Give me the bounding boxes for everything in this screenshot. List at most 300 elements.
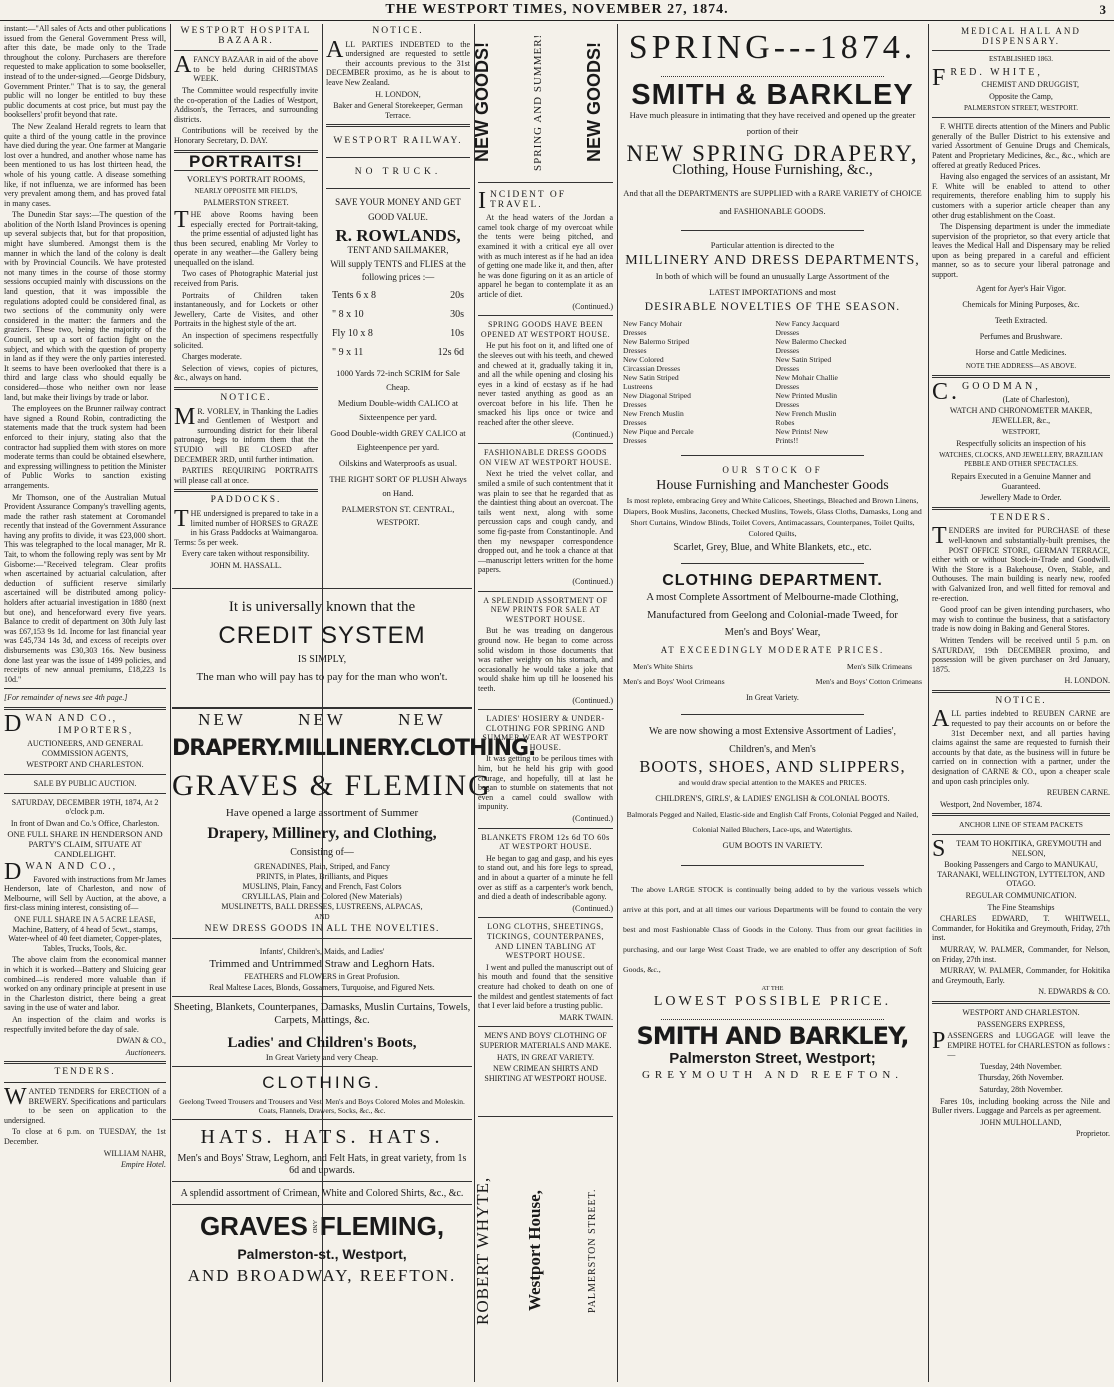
- page-number: 3: [1099, 2, 1106, 17]
- divider: [681, 563, 864, 564]
- dept-row: [172, 736, 536, 761]
- vorley-text: Portraits of Children taken instantaneously, and for Lockets or other Jewellery, Carte de Visites, and other Portraits in the highest style of the art.: [174, 290, 318, 329]
- dress-item: New Printed Muslin Dresses: [775, 390, 838, 409]
- credit-line: The man who will pay has to pay for the man who won't.: [196, 671, 448, 683]
- palmerston-line: Palmerston Street, Westport;: [669, 1049, 876, 1067]
- graves-line: Consisting of—: [290, 847, 354, 858]
- graves-line: Real Maltese Laces, Blonds, Gossamers, Turquoise, and Figured Nets.: [209, 983, 435, 992]
- latest-text: LATEST IMPORTATIONS and most: [709, 286, 836, 297]
- established: ESTABLISHED 1863.: [989, 55, 1053, 64]
- sale-heading: SALE BY PUBLIC AUCTION.: [33, 778, 137, 788]
- shirts-row: [621, 662, 924, 672]
- share-text: The above claim from the economical manner in which it is worked—Battery and Sluicing gear combined—is rendered more valuable than if worked on any ordinary principle at present in use in the Charleston district, there being a great saving in the use of water and labor.: [4, 955, 166, 1013]
- divider: [172, 996, 472, 997]
- divider: [326, 124, 470, 127]
- notice-text: ALL parties indebted to REUBEN CARNE are requested to pay their accounts on or before the 31st December next, and all parties having claims against the same are requested to furnish their accounts by that date, as the business will in future be carried on in connection with a partner, under the designation of CARNE & CO., upon a cheaper scale and upon cash principles only.: [932, 706, 1110, 786]
- signature: REUBEN CARNE.: [1046, 788, 1110, 798]
- masthead: [0, 0, 1114, 21]
- graves-hats: HATS. HATS. HATS.: [200, 1126, 444, 1148]
- vorley-text: An inspection of specimens respectfully solicited.: [174, 331, 318, 350]
- hospital-text: The Committee would respectfully invite the co-operation of the Ladies of Westport, Addison's, the Terraces, and surrounding districts.: [174, 85, 318, 124]
- variety-line: In Great Variety.: [746, 692, 799, 702]
- shirts-item: Men's and Boys' Wool Crimeans: [623, 677, 725, 687]
- rowlands-name: R. ROWLANDS,: [335, 225, 461, 245]
- price-row: [326, 324, 470, 343]
- tenders-text: Written Tenders will be received until 5 p.m. on SATURDAY, 19th DECEMBER proximo, and possession will be given purchaser on 3rd January, 1875.: [932, 635, 1110, 674]
- service-line: Horse and Cattle Medicines.: [975, 347, 1067, 357]
- note-address: NOTE THE ADDRESS—AS ABOVE.: [965, 361, 1077, 370]
- inspect-text: An inspection of the claim and works is respectfully invited before the day of sale.: [4, 1015, 166, 1034]
- banner-new-goods: NEW GOODS!: [472, 42, 492, 162]
- graves-line: Have opened a large assortment of Summer: [225, 807, 419, 819]
- divider: [478, 709, 613, 710]
- divider: [932, 50, 1110, 51]
- signature-title: Proprietor.: [1076, 1129, 1110, 1139]
- large-stock-text: The above LARGE STOCK is continually being added to by the various vessels which arrive at this port, and at all times our various Departments will be found to contain the very best and most Fashionable Class of Goods in the Colony. Thus from our great facilities in purchasing, and our large West Coast Trade, we are enabled to offer any description of Soft Goods, &c.,: [623, 884, 922, 974]
- at-the: AT THE: [761, 984, 784, 992]
- price-value: 12s 6d: [437, 346, 464, 358]
- column-rule: [617, 24, 618, 1382]
- graves-line: Infants', Children's, Maids, and Ladies': [259, 947, 385, 956]
- service-line: Chemicals for Mining Purposes, &c.: [962, 299, 1080, 309]
- vorley-text: THE above Rooms having been especially erected for Portrait-taking, the prime essential of adjusted light has thus been secured, enabling Mr Vorley to operate in any weather—the Gallery being unequalled on the island.: [174, 206, 318, 267]
- graves-sheeting: Sheeting, Blankets, Counterpanes, Damasks, Muslin Curtains, Towels, Carpets, Mattings, &c.: [173, 1002, 471, 1026]
- westport-text: WESTPORT.: [376, 517, 420, 527]
- carne-date: Westport, 2nd November, 1874.: [940, 799, 1043, 809]
- dress-item: New Fancy Jacquard Dresses: [775, 318, 840, 337]
- clothing-line: Clothing, House Furnishing, &c.,: [672, 162, 873, 179]
- goodman-jewel: Jewellery Made to Order.: [980, 493, 1062, 503]
- dress-item: New Fancy Mohair Dresses: [623, 318, 683, 337]
- no-truck: NO TRUCK.: [354, 166, 442, 177]
- westport-house-heading: FASHIONABLE DRESS GOODS ON VIEW AT WESTPORT HOUSE.: [479, 448, 612, 467]
- day-line: Saturday, 28th November.: [979, 1085, 1063, 1095]
- white-text: Having also engaged the services of an assistant, Mr F. White will be enabled to attend to other requirements, therefore enabling him to supply his customers with a superior article cheaper than any other drug establishment on the Coast.: [932, 172, 1110, 220]
- notice-text: ALL PARTIES INDEBTED to the undersigned are requested to settle their accounts previous to the 31st DECEMBER proximo, as he is about to leave New Zealand.: [326, 36, 470, 87]
- save-money: SAVE YOUR MONEY AND GET GOOD VALUE.: [335, 196, 461, 222]
- graves-title: GRAVES & FLEMING: [172, 769, 492, 802]
- hospital-text: AFANCY BAZAAR in aid of the above to be held during CHRISTMAS WEEK.: [174, 52, 318, 84]
- graves-footer-and: AND: [310, 1220, 317, 1233]
- hospital-heading: WESTPORT HOSPITAL BAZAAR.: [180, 26, 312, 46]
- signature: WILLIAM NAHR,: [103, 1148, 166, 1158]
- opposite: Opposite the Camp,: [989, 91, 1053, 101]
- dress-item: New Diagonal Striped Dresses: [623, 390, 691, 409]
- credit-system-ad: [172, 588, 472, 709]
- divider: [681, 230, 864, 231]
- column-smith-barkley: [621, 24, 924, 1382]
- vorley-street: PALMERSTON STREET.: [203, 198, 289, 208]
- firm-name: SMITH & BARKLEY: [631, 79, 914, 111]
- clothing-dept: CLOTHING DEPARTMENT.: [662, 571, 883, 589]
- goodman-watches: WATCHES, CLOCKS, AND JEWELLERY, BRAZILIAN PEBBLE AND OTHER SPECTACLES.: [939, 450, 1103, 469]
- story-text: I went and pulled the manuscript out of his mouth and found that the sensitive creature had choked to death on one of the mildest and gentlest statements of fact that I ever laid before a trusting public.: [478, 962, 613, 1011]
- tenders-heading: TENDERS.: [990, 512, 1052, 523]
- column-ads-7: [932, 24, 1110, 1382]
- calico-text: Medium Double-width CALICO at Sixteenpence per yard.: [337, 397, 459, 422]
- sale-date: SATURDAY, DECEMBER 19TH, 1874, At 2 o'clock p.m.: [11, 797, 159, 817]
- divider: [174, 489, 318, 492]
- masthead-title: THE WESTPORT TIMES, NOVEMBER 27, 1874.: [385, 2, 729, 17]
- westport-house-heading: LADIES' HOSIERY & UNDER-CLOTHING FOR SPRING AND SUMMER WEAR AT WESTPORT HOUSE.: [482, 714, 609, 752]
- service-line: Teeth Extracted.: [994, 315, 1048, 325]
- divider: [4, 707, 166, 710]
- divider: [174, 387, 318, 390]
- price-label: Fly 10 x 8: [332, 327, 373, 339]
- new-label: NEW: [198, 710, 246, 729]
- westport-house-heading: LONG CLOTHS, SHEETINGS, TICKINGS, COUNTERPANES, AND LINEN TABLING AT WESTPORT HOUSE.: [486, 922, 605, 961]
- booking-line: Booking Passengers and Cargo to MANUKAU, TARANAKI, WELLINGTON, LYTTELTON, AND OTAGO.: [937, 860, 1105, 889]
- graves-novelties: NEW DRESS GOODS IN ALL THE NOVELTIES.: [204, 924, 440, 934]
- vorley-text: Two cases of Photographic Material just received from Paris.: [174, 269, 318, 289]
- news-paragraph: The New Zealand Herald regrets to learn that quite a third of the young cattle in the province have died during the year. One farmer at Mangarie lost over a hundred, and another whose name has been mentioned to us has lost thirteen head, the whole of his young cattle. A disease something like, if not influenza, we are informed has been very prevalent among them, and has proved fatal in many cases.: [4, 121, 166, 208]
- continued: (Continued.): [572, 695, 613, 705]
- signature: DWAN & CO.,: [116, 1036, 166, 1046]
- signature-title: Auctioneers.: [125, 1047, 166, 1057]
- column-news: [4, 24, 166, 1382]
- palmerston: PALMERSTON STREET, WESTPORT.: [964, 103, 1078, 112]
- palmerston-street: PALMERSTON STREET.: [587, 1188, 598, 1314]
- wc-line: WESTPORT AND CHARLESTON.: [962, 1007, 1080, 1017]
- dress-item: New French Muslin Robes: [775, 408, 837, 427]
- dress-item: New Mohair Challie Dresses: [775, 372, 838, 391]
- tent-maker: TENT AND SAILMAKER,: [347, 245, 449, 256]
- divider: [478, 443, 613, 444]
- divider: [174, 50, 318, 51]
- scrim-text: 1000 Yards 72-inch SCRIM for Sale Cheap.: [336, 367, 460, 392]
- graves-line: FEATHERS and FLOWERS in Great Profusion.: [244, 972, 400, 981]
- blankets-line: Scarlet, Grey, Blue, and White Blankets, etc., etc.: [673, 541, 872, 553]
- signature: N. EDWARDS & CO.: [1038, 987, 1110, 997]
- signature: H. LONDON.: [1064, 676, 1110, 686]
- graves-line: Men's and Boys' Straw, Leghorn, and Felt Hats, in great variety, from 1s 6d and upwards.: [177, 1153, 467, 1176]
- news-paragraph: Mr Thomson, one of the Australian Mutual Provident Assurance Company's travelling agents, made the rather rash statement at Coromandel recently that instead of the Government Assurance having any profits to divide, it was £23,000 short. This was telegraphed to the local manager, Mr R. Tait, to whom the following reply was sent by Mr Gisborne:—"Received telegram. Clear profits when ascertained by actuarial calculation, after deduction of sufficient reserve similarly ascertained will be distributed among policy-holders after actuarial investigation in 1880 (next but one), and henceforward every five years. Balance to credit of department on 30th July last was £67,153 9s 1d. Income for last financial year was £45,734 14s 3d, and excess of receipts over disbursements was £30,303 16s. New business done last year was the issue of 1499 policies, and receipts of new annual premiums, £18,223 1s 10d.": [4, 492, 166, 684]
- goodman-watch: WATCH AND CHRONOMETER MAKER, JEWELLER, &c.,: [949, 406, 1093, 426]
- column-rule: [928, 24, 929, 1382]
- dept-label: CLOTHING.: [409, 736, 536, 761]
- ship-line: MURRAY, W. PALMER, Commander, for Nelson, on Friday, 27th inst.: [932, 944, 1110, 964]
- house-text: Is most replete, embracing Grey and White Calicoes, Sheetings, Bleached and Brown Linens, Diapers, Book Muslins, Jaconetts, Checked Muslins, Towels, Glass Cloths, Damasks, Long and Short Curtains, Window Blinds, Toilet Covers, Antimacassars, Counterpanes, Toilet Quilts, Colored Quilts,: [623, 495, 922, 538]
- paddocks-text: Every care taken without responsibility.: [182, 549, 310, 559]
- anchor-line: ANCHOR LINE OF STEAM PACKETS: [959, 820, 1083, 830]
- news-paragraph: The employees on the Brunner railway contract have signed a Round Robin, contradicting the statements made that the truck system had been enforced to their injury, stating also that the contractor had supplied them with stores on more moderate terms than could be obtained elsewhere, and expressing willingness to petition the Minister of Public Works to sanction existing arrangements.: [4, 404, 166, 490]
- story-text: He began to gag and gasp, and his eyes to stand out, and his fore legs to spread, and in about a quarter of a minute he fell over as stiff as a carpenter's work bench, and died a death of indescribable agony.: [478, 853, 613, 902]
- house-furnishing: House Furnishing and Manchester Goods: [656, 478, 889, 494]
- chemist: CHEMIST AND DRUGGIST,: [981, 80, 1080, 90]
- dept-label: MILLINERY.: [283, 736, 410, 761]
- dwan-sub: IMPORTERS,: [58, 725, 134, 736]
- divider: [478, 1026, 613, 1027]
- westport-house-heading: HATS, IN GREAT VARIETY.: [497, 1052, 594, 1062]
- column-ads-2: [174, 24, 318, 584]
- dress-item: New Satin Striped Lustreens: [623, 372, 679, 391]
- express-line: PASSENGERS EXPRESS,: [977, 1019, 1065, 1029]
- medical-heading: MEDICAL HALL AND DISPENSARY.: [961, 26, 1081, 46]
- westport-house-heading: A SPLENDID ASSORTMENT OF NEW PRINTS FOR SALE AT WESTPORT HOUSE.: [483, 595, 608, 624]
- divider: [681, 865, 864, 866]
- shirts-row: [621, 677, 924, 687]
- divider: [478, 591, 613, 592]
- dress-item: New Pique and Percale Dresses: [623, 426, 694, 445]
- goodman-westport: WESTPORT,: [1002, 427, 1040, 436]
- price-value: 30s: [450, 308, 464, 320]
- graves-line: In Great Variety and very Cheap.: [265, 1052, 379, 1062]
- robert-whyte-footer: [473, 1116, 613, 1383]
- goodman-repairs: Repairs Executed in a Genuine Manner and Guaranteed.: [951, 472, 1091, 491]
- paddocks-heading: PADDOCKS.: [210, 495, 282, 506]
- dresses-right: [776, 319, 923, 445]
- graves-item: MUSLINS, Plain, Fancy, and French, Fast Colors: [242, 882, 402, 891]
- particular-text: Particular attention is directed to the: [710, 239, 835, 250]
- dress-item: New Prints! New Prints!!: [775, 426, 829, 445]
- special-line: and would draw special attention to the MAKES and PRICES.: [678, 778, 867, 788]
- continued: (Continued.): [572, 903, 613, 913]
- price-row: [326, 286, 470, 305]
- vertical-banner: [472, 24, 613, 183]
- graves-clothing: CLOTHING.: [262, 1073, 382, 1092]
- graves-footer-name: GRAVES: [199, 1211, 308, 1241]
- westport-house-heading: SPRING GOODS HAVE BEEN OPENED AT WESTPORT HOUSE.: [480, 320, 611, 339]
- showing-line: We are now showing a most Extensive Assortment of Ladies',: [648, 726, 897, 738]
- story-text: He put his foot on it, and lifted one of the sleeves out with his teeth, and chewed and chewed at it, gradually taking it in, and all the while opening and closing his eyes in a kind of ecstasy as if he had never tasted anything as good as an overcoat before in his life. Then he smacked his lips once or twice and reached after the other sleeve.: [478, 341, 613, 428]
- dresses-list: [621, 319, 924, 445]
- tenders-heading: TENDERS.: [54, 1067, 116, 1078]
- westport-house-heading: MEN'S AND BOYS' CLOTHING OF SUPERIOR MATERIALS AND MAKE.: [479, 1031, 612, 1050]
- graves-line: Trimmed and Untrimmed Straw and Leghorn Hats.: [209, 958, 435, 970]
- balmorals-line: Balmorals Pegged and Nailed, Elastic-side and English Calf Fronts, Colonial Pegged and Nailed, Colonial Nailed Bluchers, Lace-ups, and Watertights.: [626, 810, 919, 835]
- column-westport-house: [472, 24, 613, 1382]
- divider: [478, 828, 613, 829]
- graves-item: MUSLINETTS, BALL DRESSES, LUSTREENS, ALPACAS,: [221, 902, 423, 911]
- notice-text: PARTIES REQUIRING PORTRAITS will please call at once.: [174, 466, 318, 485]
- dress-item: New Balermo Striped Dresses: [623, 336, 690, 355]
- continued: (Continued.): [572, 429, 613, 439]
- incident-heading: INCIDENT OF TRAVEL.: [478, 188, 567, 214]
- price-row: [326, 305, 470, 324]
- both-text: In both of which will be found an unusually Large Assortment of the: [655, 270, 890, 281]
- day-line: Thursday, 26th November.: [978, 1073, 1064, 1083]
- divider: [172, 1066, 472, 1067]
- portraits-heading: PORTRAITS!: [189, 151, 303, 171]
- clothing-line: A most Complete Assortment of Melbourne-made Clothing,: [646, 592, 899, 604]
- story-text: Next he tried the velvet collar, and smiled a smile of such contentment that it was plain to see that he regarded that as the daintiest thing about an overcoat. The tails went next, along with some percussion caps and cough candy, and some fig-paste from Constantinople. And then my newspaper correspondence dropped out, and he took a chance at that—manuscript letters written for the home papers.: [478, 469, 613, 575]
- new-spring-drapery: NEW SPRING DRAPERY,: [626, 140, 919, 166]
- paddocks-text: THE undersigned is prepared to take in a limited number of HORSES to GRAZE in his Grass Paddocks at Waimangaroa. Terms: 5s per week.: [174, 505, 318, 547]
- millinery-heading: MILLINERY AND DRESS DEPARTMENTS,: [625, 253, 920, 269]
- notice-heading: NOTICE.: [995, 695, 1047, 706]
- hospital-text: Contributions will be received by the Honorary Secretary, D. DAY.: [174, 126, 318, 145]
- price-row: [326, 343, 470, 362]
- shirts-item: Men's White Shirts: [633, 661, 693, 671]
- credit-heading: CREDIT SYSTEM: [218, 622, 426, 649]
- our-stock: OUR STOCK OF: [722, 464, 823, 475]
- white-text: F. WHITE directs attention of the Miners and Public generally of the Buller District to his extensive and varied Assortment of Genuine Drugs and Chemicals, Patent and Proprietary Medicines, &c., &c., which are offered at greatly Reduced Prices.: [932, 122, 1110, 170]
- ship-line: MURRAY, W. PALMER, Commander, for Hokitika and Greymouth, Early.: [932, 966, 1110, 985]
- divider: [172, 1119, 472, 1120]
- service-line: Agent for Ayer's Hair Vigor.: [975, 283, 1067, 293]
- remainder-note: [For remainder of news see 4th page.]: [4, 693, 128, 703]
- signature: H. LONDON,: [375, 89, 421, 99]
- notice-heading: NOTICE.: [372, 26, 424, 36]
- divider: [661, 1019, 884, 1020]
- prices-line: AT EXCEEDINGLY MODERATE PRICES.: [660, 644, 885, 655]
- spring-title: SPRING---1874.: [628, 29, 917, 66]
- dwan-text: Favored with instructions from Mr James Henderson, late of Charleston, and now of Melbourne, will Sell by Auction, at the above, a first-class mining interest, consisting of—: [4, 874, 166, 913]
- banner-spring: SPRING AND SUMMER!: [532, 33, 544, 171]
- new-label: NEW: [298, 710, 346, 729]
- divider: [4, 1082, 166, 1083]
- price-value: 10s: [450, 327, 464, 339]
- graves-footer-reef: AND BROADWAY, REEFTON.: [187, 1266, 457, 1285]
- divider: [172, 1181, 472, 1182]
- price-value: 20s: [450, 289, 464, 301]
- vorley-opposite: NEARLY OPPOSITE MR FIELD'S,: [194, 186, 298, 195]
- share-heading: ONE FULL SHARE IN HENDERSON AND PARTY'S CLAIM, SITUATE AT CANDLELIGHT.: [7, 829, 163, 859]
- goodman-name: C.GOODMAN,: [932, 379, 1041, 406]
- divider: [932, 507, 1110, 510]
- graves-footer: [172, 1211, 472, 1242]
- divider: [4, 688, 166, 689]
- story-text: At the head waters of the Jordan a camel took charge of my overcoat while the tents were being pitched, and examined it with a critical eye all over with as much interest as if he had an idea of getting one made like it, and then, after he was done figuring on it as an article of apparel he began to contemplate it as an article of diet.: [478, 213, 613, 299]
- dwan-place: WESTPORT AND CHARLESTON.: [26, 760, 144, 770]
- new-label: NEW: [398, 710, 446, 729]
- dresses-left: [623, 319, 770, 445]
- price-label: Tents 6 x 8: [332, 289, 377, 301]
- white-text: The Dispensing department is under the immediate supervision of the proprietor, so that every article that leaves the Medical Hall and Dispensary may be relied upon as being prepared in a careful and efficient manner, so as to secure your liberal patronage and support.: [932, 222, 1110, 280]
- author: MARK TWAIN.: [559, 1012, 613, 1022]
- divider: [4, 1061, 166, 1064]
- signature: JOHN MULHOLLAND,: [980, 1117, 1062, 1127]
- passengers-text: PASSENGERS and LUGGAGE will leave the EMPIRE HOTEL for CHARLESTON as follows :—: [932, 1028, 1110, 1060]
- palmerston-text: PALMERSTON ST. CENTRAL,: [341, 503, 455, 514]
- price-label: " 8 x 10: [332, 308, 364, 320]
- divider: [932, 690, 1110, 693]
- novelties-heading: DESIRABLE NOVELTIES OF THE SEASON.: [644, 301, 901, 314]
- graves-footer-name: FLEMING,: [319, 1211, 445, 1241]
- continued: (Continued.): [572, 576, 613, 586]
- divider: [4, 793, 166, 794]
- divider: [172, 938, 472, 939]
- signature-title: Empire Hotel.: [120, 1160, 166, 1170]
- clothing-line: Manufactured from Geelong and Colonial-made Tweed, for: [647, 609, 898, 621]
- notice-text: MR. VORLEY, in Thanking the Ladies and Gentlemen of Westport and surrounding district for their liberal patronage, begs to inform them that the STUDIO will BE CLOSED after DECEMBER 3RD, until further intimation.: [174, 403, 318, 464]
- story-text: But he was treading on dangerous ground now. He began to come across solid wisdom in those documents that was rather weighty on his stomach, and occasionally he would take a joke that would shake him up till he loosened his teeth.: [478, 626, 613, 693]
- dept-label: DRAPERY.: [172, 736, 284, 761]
- signature-title: Baker and General Storekeeper, German Terrace.: [333, 101, 463, 120]
- greymouth-line: GREYMOUTH AND REEFTON.: [641, 1069, 904, 1082]
- divider: [932, 834, 1110, 835]
- divider: [326, 188, 470, 189]
- railway-heading: WESTPORT RAILWAY.: [333, 136, 463, 147]
- day-line: Tuesday, 24th November.: [980, 1061, 1062, 1071]
- divider: [932, 117, 1110, 118]
- share-detail: ONE FULL SHARE IN A 5 ACRE LEASE, Machine, Battery, of 4 head of 5cwt., stamps, Water-wheel of 40 feet diameter, Copper-plates, Tables, Trucks, Tools, &c.: [8, 915, 162, 953]
- banner-new-goods: NEW GOODS!: [584, 42, 604, 162]
- vorley-text: Selection of views, copies of pictures, &c., always on hand.: [174, 363, 318, 383]
- tenders-text: TENDERS are invited for PURCHASE of these well-known and substantially-built premises, the POST OFFICE STORE, GERMAN TERRACE, either with or without Stock-in-Trade and Goodwill. With the Store is a Bakehouse, Oven, Stable, and Outhouses. The main building is nearly new, roofed with Galvanized Iron, and well fitted for removal and re-erection.: [932, 523, 1110, 603]
- price-label: " 9 x 11: [332, 346, 364, 358]
- tenders-text: WANTED TENDERS for ERECTION of a BREWERY. Specifications and particulars to be seen on application to the undersigned.: [4, 1083, 166, 1125]
- divider: [4, 774, 166, 775]
- credit-line: IS SIMPLY,: [297, 654, 347, 665]
- dress-item: New French Muslin Dresses: [623, 408, 684, 427]
- children-line: Children's, and Men's: [729, 743, 816, 755]
- column-rule: [170, 24, 171, 1382]
- steam-line: STEAM TO HOKITIKA, GREYMOUTH and NELSON,: [932, 836, 1102, 862]
- westport-house: Westport House,: [525, 1190, 544, 1312]
- news-paragraph: instant:—"All sales of Acts and other publications issued from the General Government Press will, after this date, be made only to the Trade throughout the colony. Purchasers are therefore requested to make application to some bookseller, instead of to the under-signed.—George Didsbury, Government Printer." That is to say, the general public will no longer be entitled to buy these public documents at cost price, but must pay the booksellers' profit beyond that rate.: [4, 24, 166, 120]
- tenders-text: Good proof can be given intending purchasers, who may wish to continue the business, that a satisfactory trade is now doing in Baking and General Stores.: [932, 605, 1110, 634]
- graves-item: AND: [314, 913, 330, 921]
- dwan-heading: DWAN AND CO.,: [4, 859, 118, 886]
- divider: [172, 1204, 472, 1205]
- regular-line: REGULAR COMMUNICATION.: [965, 890, 1077, 900]
- depts-text: And that all the DEPARTMENTS are SUPPLIED with a RARE VARIETY of CHOICE and FASHIONABLE GOODS.: [623, 187, 922, 216]
- graves-item: GRENADINES, Plain, Striped, and Fancy: [254, 862, 390, 871]
- lowest-price: LOWEST POSSIBLE PRICE.: [653, 994, 892, 1010]
- goodman-late: (Late of Charleston),: [1002, 394, 1070, 404]
- signature: JOHN M. HASSALL.: [210, 560, 282, 570]
- divider: [661, 76, 884, 77]
- divider: [932, 813, 1110, 816]
- divider: [932, 1001, 1110, 1004]
- dress-item: New Colored Circassian Dresses: [623, 354, 681, 373]
- grey-calico-text: Good Double-width GREY CALICO at Eighteenpence per yard.: [330, 427, 466, 452]
- westport-house-heading: NEW CRIMEAN SHIRTS AND SHIRTING AT WESTPORT HOUSE.: [484, 1064, 607, 1083]
- divider: [478, 315, 613, 316]
- notice-heading: NOTICE.: [220, 393, 272, 403]
- shirts-item: Men's Silk Crimeans: [846, 661, 912, 671]
- white-name: FRED. WHITE,: [932, 64, 1043, 91]
- continued: (Continued.): [572, 301, 613, 311]
- vorley-text: Charges moderate.: [182, 352, 242, 362]
- supply-text: Will supply TENTS and FLIES at the following prices :—: [330, 258, 466, 282]
- fares-text: Fares 10s, including booking across the Nile and Buller rivers. Luggage and Parcels as per agreement.: [932, 1096, 1110, 1116]
- gum-line: GUM BOOTS IN VARIETY.: [722, 840, 823, 851]
- dress-item: New Balermo Checked Dresses: [775, 336, 847, 355]
- ship-line: CHARLES EDWARD, T. WHITWELL, Commander, for Hokitika and Greymouth, Friday, 27th inst.: [932, 914, 1110, 943]
- clothing-line: Men's and Boys' Wear,: [724, 627, 821, 639]
- dress-item: New Satin Striped Dresses: [775, 354, 832, 373]
- sale-place: In front of Dwan and Co.'s Office, Charleston.: [10, 818, 160, 828]
- divider: [681, 714, 864, 715]
- service-line: Perfumes and Brushware.: [979, 331, 1063, 341]
- firm-name-2: SMITH AND BARKLEY,: [636, 1022, 909, 1051]
- continued: (Continued.): [572, 814, 613, 824]
- graves-items: [172, 862, 472, 922]
- news-paragraph: The Dunedin Star says:—The question of the abolition of the North Island Provinces is opening up several subjects that, but for that proposition, might have slumbered. Amongst them is the manner in which the land of the colony is dealt with by Provincial Councils. We have protested not many times in the course of those stormy sessions occupied mainly with discussions on the land question, that it was impossible the regulations adopted could be considered final, as two sections of the community only were considered in the matter: the farmers and the graziers. These two, being the majority of the Council, set up a sort of faction fight on the subject, and which with the question of property in land as if they were the only parties interested. It seems to have been overlooked that there is a third and large class who should equally be considered—those who neither own nor lease land, but make their livings by trade or labor.: [4, 210, 166, 402]
- westport-house-heading: BLANKETS FROM 12s 6d TO 60s AT WESTPORT HOUSE.: [481, 832, 610, 852]
- graves-line: Geelong Tweed Trousers and Trousers and Vest. Men's and Boys Colored Moles and Moleskin. Coats, Flannels, Drawers, Socks, &c., &c.: [179, 1097, 465, 1115]
- graves-dmc: Drapery, Millinery, and Clothing,: [207, 825, 437, 842]
- divider: [932, 375, 1110, 378]
- shirts-item: Men's and Boys' Cotton Crimeans: [815, 677, 922, 687]
- graves-footer-st: Palmerston-st., Westport,: [237, 1246, 407, 1262]
- graves-item: PRINTS, in Plates, Brilliants, and Piques: [256, 872, 388, 881]
- divider: [478, 917, 613, 918]
- new-row: [172, 710, 472, 730]
- intro-text: Have much pleasure in intimating that they have received and opened up the greater portion of their: [629, 109, 916, 136]
- fine-line: The Fine Steamships: [987, 902, 1055, 912]
- vorley-rooms: VORLEY'S PORTRAIT ROOMS,: [186, 174, 306, 185]
- divider: [681, 455, 864, 456]
- column-ads-3: [326, 24, 470, 584]
- divider: [326, 157, 470, 158]
- plush-text: THE RIGHT SORT OF PLUSH Always on Hand.: [329, 473, 467, 498]
- dwan-trades: AUCTIONEERS, AND GENERAL COMMISSION AGENTS,: [27, 739, 143, 758]
- credit-line: It is universally known that the: [228, 599, 416, 615]
- boots-heading: BOOTS, SHOES, AND SLIPPERS,: [639, 757, 906, 777]
